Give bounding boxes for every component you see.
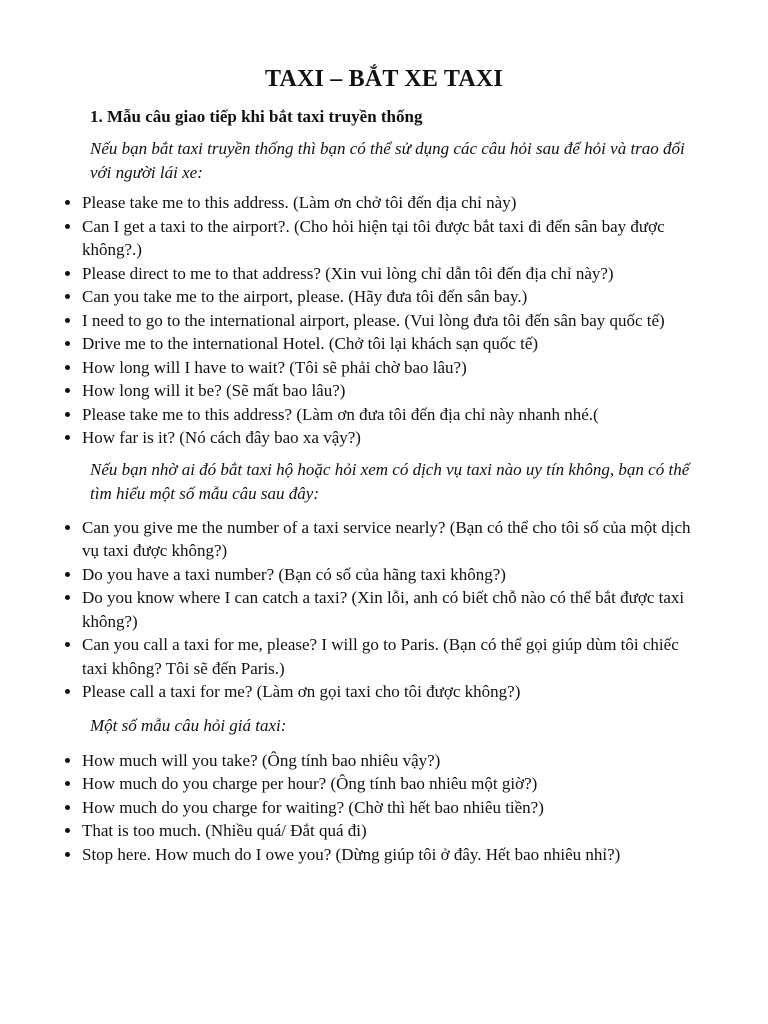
list-item: Please call a taxi for me? (Làm ơn gọi taxi cho tôi được không?) xyxy=(82,680,708,704)
list-item: Do you have a taxi number? (Bạn có số của hãng taxi không?) xyxy=(82,563,708,587)
list-item: I need to go to the international airport, please. (Vui lòng đưa tôi đến sân bay quốc tế) xyxy=(82,309,708,333)
intro-traditional-taxi: Nếu bạn bắt taxi truyền thống thì bạn có thể sử dụng các câu hỏi sau để hỏi và trao đổi với người lái xe: xyxy=(90,139,685,182)
list-item: Drive me to the international Hotel. (Chở tôi lại khách sạn quốc tế) xyxy=(82,332,708,356)
phrase-list-ask-someone xyxy=(60,516,708,704)
list-item: How much do you charge per hour? (Ông tính bao nhiêu một giờ?) xyxy=(82,772,708,796)
list-item: Can I get a taxi to the airport?. (Cho hỏi hiện tại tôi được bắt taxi đi đến sân bay được không?.) xyxy=(82,215,708,262)
list-item: Do you know where I can catch a taxi? (Xin lỗi, anh có biết chỗ nào có thể bắt được taxi không?) xyxy=(82,586,708,633)
list-item: How long will it be? (Sẽ mất bao lâu?) xyxy=(82,379,708,403)
list-item: How long will I have to wait? (Tôi sẽ phải chờ bao lâu?) xyxy=(82,356,708,380)
intro-ask-someone: Nếu bạn nhờ ai đó bắt taxi hộ hoặc hỏi xem có dịch vụ taxi nào uy tín không, bạn có thể tìm hiểu một số mẫu câu sau đây: xyxy=(90,459,690,503)
list-item: How much do you charge for waiting? (Chờ thì hết bao nhiêu tiền?) xyxy=(82,796,708,820)
list-item: Can you give me the number of a taxi service nearly? (Bạn có thể cho tôi số của một dịch vụ taxi được không?) xyxy=(82,516,708,563)
list-item: Stop here. How much do I owe you? (Dừng giúp tôi ở đây. Hết bao nhiêu nhỉ?) xyxy=(82,843,708,867)
list-item: Please direct to me to that address? (Xin vui lòng chỉ dẫn tôi đến địa chỉ này?) xyxy=(82,262,708,286)
phrase-list-price xyxy=(60,749,708,867)
list-item: How much will you take? (Ông tính bao nhiêu vậy?) xyxy=(82,749,708,773)
document-title: TAXI – BẮT XE TAXI xyxy=(265,66,503,92)
intro-price-questions: Một số mẫu câu hỏi giá taxi: xyxy=(90,715,287,735)
list-item: Please take me to this address. (Làm ơn chở tôi đến địa chỉ này) xyxy=(82,191,708,215)
list-item: Can you take me to the airport, please. (Hãy đưa tôi đến sân bay.) xyxy=(82,285,708,309)
list-item: That is too much. (Nhiều quá/ Đắt quá đi) xyxy=(82,819,708,843)
list-item: How far is it? (Nó cách đây bao xa vậy?) xyxy=(82,426,708,450)
phrase-list-traditional xyxy=(60,191,708,450)
section-heading: 1. Mẫu câu giao tiếp khi bắt taxi truyền thống xyxy=(90,107,423,126)
list-item: Can you call a taxi for me, please? I will go to Paris. (Bạn có thể gọi giúp dùm tôi chiếc taxi không? Tôi sẽ đến Paris.) xyxy=(82,633,708,680)
list-item: Please take me to this address? (Làm ơn đưa tôi đến địa chỉ này nhanh nhé.( xyxy=(82,403,708,427)
